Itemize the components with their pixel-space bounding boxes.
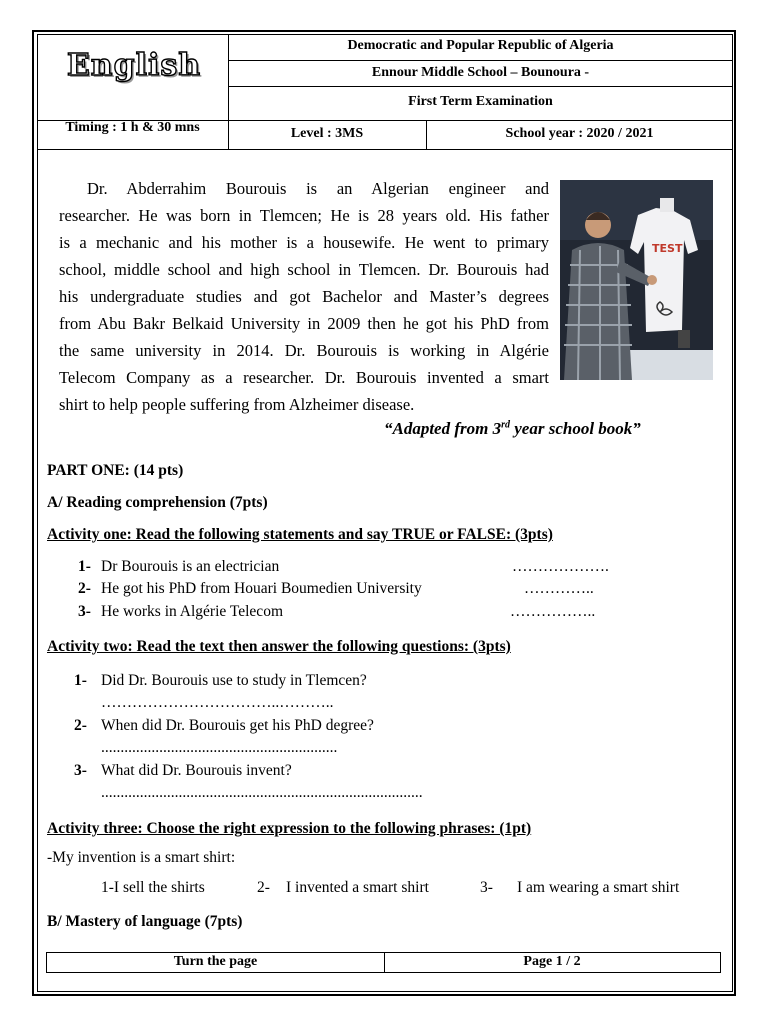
answer-blank[interactable]: …………….. xyxy=(510,603,596,620)
activity-one-statement: He works in Algérie Telecom xyxy=(101,603,283,620)
passage-line: from Abu Bakr Belkaid University in 2009 then he got his PhD from xyxy=(59,314,549,333)
activity-two-question: What did Dr. Bourouis invent? xyxy=(101,762,292,779)
answer-blank[interactable]: ................................................................................... xyxy=(101,784,423,801)
footer-table xyxy=(46,952,721,973)
school-name: Ennour Middle School – Bounoura - xyxy=(371,65,590,80)
activity-one-number: 1- xyxy=(78,558,91,575)
activity-two-number: 2- xyxy=(74,717,87,734)
activity-two-title: Activity two: Read the text then answer the following questions: (3pts) xyxy=(47,638,511,655)
option-two[interactable]: I invented a smart shirt xyxy=(286,879,429,896)
activity-two-question: When did Dr. Bourouis get his PhD degree? xyxy=(101,717,374,734)
level: Level : 3MS xyxy=(290,126,364,141)
passage-line: researcher. He was born in Tlemcen; He is 28 years old. His father xyxy=(59,206,549,225)
exam-title: First Term Examination xyxy=(408,94,553,109)
passage-line: Telecom Company as a researcher. Dr. Bourouis invented a smart xyxy=(59,368,549,387)
activity-two-number: 1- xyxy=(74,672,87,689)
answer-blank[interactable]: ……………………………..……….. xyxy=(101,694,334,711)
country-name: Democratic and Popular Republic of Algeria xyxy=(347,38,614,53)
passage-line: shirt to help people suffering from Alzheimer disease. xyxy=(59,395,415,414)
activity-one-statement: Dr Bourouis is an electrician xyxy=(101,558,280,575)
option-two-number: 2- xyxy=(257,879,270,896)
part-one-title: PART ONE: (14 pts) xyxy=(47,462,184,479)
page-number: Page 1 / 2 xyxy=(523,954,581,969)
header-row-line-4 xyxy=(37,149,733,150)
school-year: School year : 2020 / 2021 xyxy=(505,126,654,141)
activity-three-phrase: -My invention is a smart shirt: xyxy=(47,849,236,866)
activity-two-question: Did Dr. Bourouis use to study in Tlemcen? xyxy=(101,672,367,689)
activity-two-number: 3- xyxy=(74,762,87,779)
answer-blank[interactable]: ………………. xyxy=(512,558,609,575)
inventor-photo xyxy=(560,180,713,380)
option-three-number: 3- xyxy=(480,879,493,896)
answer-blank[interactable]: ............................................................. xyxy=(101,739,338,756)
shirt-label: TEST xyxy=(652,242,683,255)
passage-line: school, middle school and high school in Tlemcen. Dr. Bourouis had xyxy=(59,260,549,279)
passage-source: “Adapted from 3rd year school book” xyxy=(384,419,641,438)
option-three[interactable]: I am wearing a smart shirt xyxy=(517,879,680,896)
passage-line: his undergraduate studies and got Bachelor and Master’s degrees xyxy=(59,287,549,306)
passage-line: the same university in 2014. Dr. Bourouis is working in Algérie xyxy=(59,341,549,360)
activity-one-statement: He got his PhD from Houari Boumedien University xyxy=(101,580,422,597)
activity-one-number: 2- xyxy=(78,580,91,597)
section-b-title: B/ Mastery of language (7pts) xyxy=(47,913,243,930)
answer-blank[interactable]: ………….. xyxy=(524,580,594,597)
header-row-line-2 xyxy=(228,86,733,87)
inventor-photo-illustration xyxy=(560,180,713,380)
passage-line: Dr. Abderrahim Bourouis is an Algerian engineer and xyxy=(87,179,549,198)
passage-line: is a mechanic and his mother is a housewife. He went to primary xyxy=(59,233,549,252)
option-one[interactable]: 1-I sell the shirts xyxy=(101,879,205,896)
activity-three-title: Activity three: Choose the right expression to the following phrases: (1pt) xyxy=(47,820,532,837)
header-row-line-1 xyxy=(228,60,733,61)
english-logo: English xyxy=(66,48,202,83)
reading-passage xyxy=(59,175,549,418)
timing: Timing : 1 h & 30 mns xyxy=(65,120,200,135)
section-a-title: A/ Reading comprehension (7pts) xyxy=(47,494,268,511)
activity-one-title: Activity one: Read the following statements and say TRUE or FALSE: (3pts) xyxy=(47,526,553,543)
turn-the-page: Turn the page xyxy=(173,954,258,969)
activity-one-number: 3- xyxy=(78,603,91,620)
